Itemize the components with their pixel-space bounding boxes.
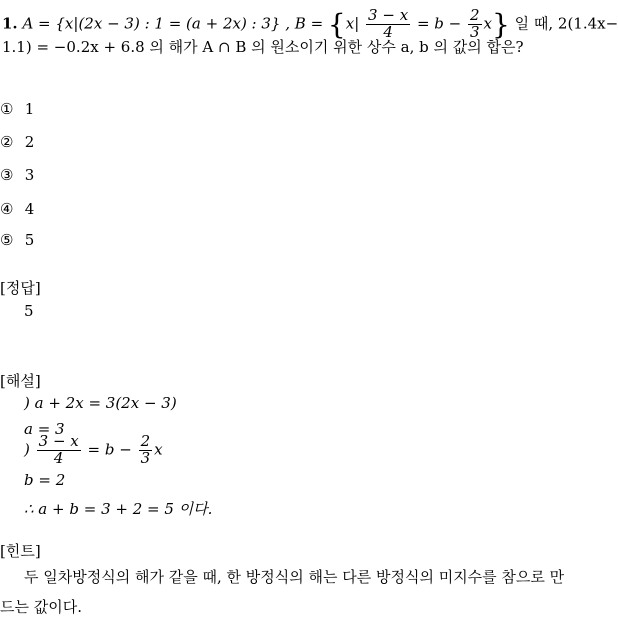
set-b-prefix: x| — [345, 14, 360, 33]
solution-step-3-suffix: x — [154, 440, 163, 459]
question-line-2: 1.1) = −0.2x + 6.8 의 해가 A ∩ B 의 원소이기 위한 상수 a, b 의 값의 합은? — [2, 38, 524, 56]
fraction-denominator: 4 — [383, 23, 393, 41]
choice-mark: ③ — [0, 166, 14, 184]
fraction-denominator: 4 — [53, 448, 64, 467]
solution-step-1: ) a + 2x = 3(2x − 3) — [24, 394, 177, 412]
set-b-suffix: x — [483, 14, 493, 33]
fraction-3-minus-x-over-4 — [37, 434, 81, 467]
fraction-denominator: 3 — [470, 23, 480, 41]
choice-mark: ⑤ — [0, 231, 14, 249]
fraction-numerator: 2 — [470, 6, 480, 25]
set-b-middle: = b − — [416, 14, 462, 33]
solution-step-3 — [24, 434, 163, 467]
answer-label: [정답] — [0, 279, 41, 297]
solution-step-3-prefix: ) — [24, 440, 30, 459]
question-tail: 일 때, 2(1.4x− — [514, 14, 618, 33]
hint-text: 두 일차방정식의 해가 같을 때, 한 방정식의 해는 다른 방정식의 미지수를 참으로 만드는 값이다. — [0, 568, 565, 616]
fraction-numerator: 3 − x — [38, 432, 79, 450]
answer-value: 5 — [24, 302, 34, 320]
question-number: 1. — [2, 14, 18, 33]
choice-4[interactable] — [0, 200, 34, 218]
choice-value: 5 — [24, 231, 35, 249]
left-brace: { — [327, 8, 346, 41]
choice-mark: ① — [0, 100, 14, 118]
choice-value: 1 — [24, 100, 35, 118]
choice-mark: ④ — [0, 200, 14, 218]
choice-value: 2 — [24, 133, 35, 151]
solution-step-4: b = 2 — [24, 471, 66, 489]
fraction-numerator: 3 − x — [368, 6, 409, 25]
choice-mark: ② — [0, 133, 14, 151]
set-a-definition: A = {x|(2x − 3) : 1 = (a + 2x) : 3} , B = — [22, 14, 324, 33]
choice-2[interactable] — [0, 133, 34, 151]
choice-5[interactable] — [0, 231, 34, 249]
solution-label: [해설] — [0, 372, 41, 390]
solution-step-5: ∴ a + b = 3 + 2 = 5 이다. — [24, 500, 213, 518]
choice-3[interactable] — [0, 166, 34, 184]
choice-1[interactable] — [0, 100, 34, 118]
fraction-numerator: 2 — [140, 432, 151, 450]
fraction-2-over-3 — [139, 434, 153, 467]
fraction-denominator: 3 — [140, 448, 151, 467]
hint-label: [힌트] — [0, 542, 41, 560]
solution-step-3-middle: = b − — [87, 440, 132, 459]
right-brace: } — [492, 8, 510, 41]
solution-step-2: a = 3 — [24, 420, 65, 438]
choice-value: 3 — [24, 166, 35, 184]
choice-value: 4 — [24, 200, 35, 218]
